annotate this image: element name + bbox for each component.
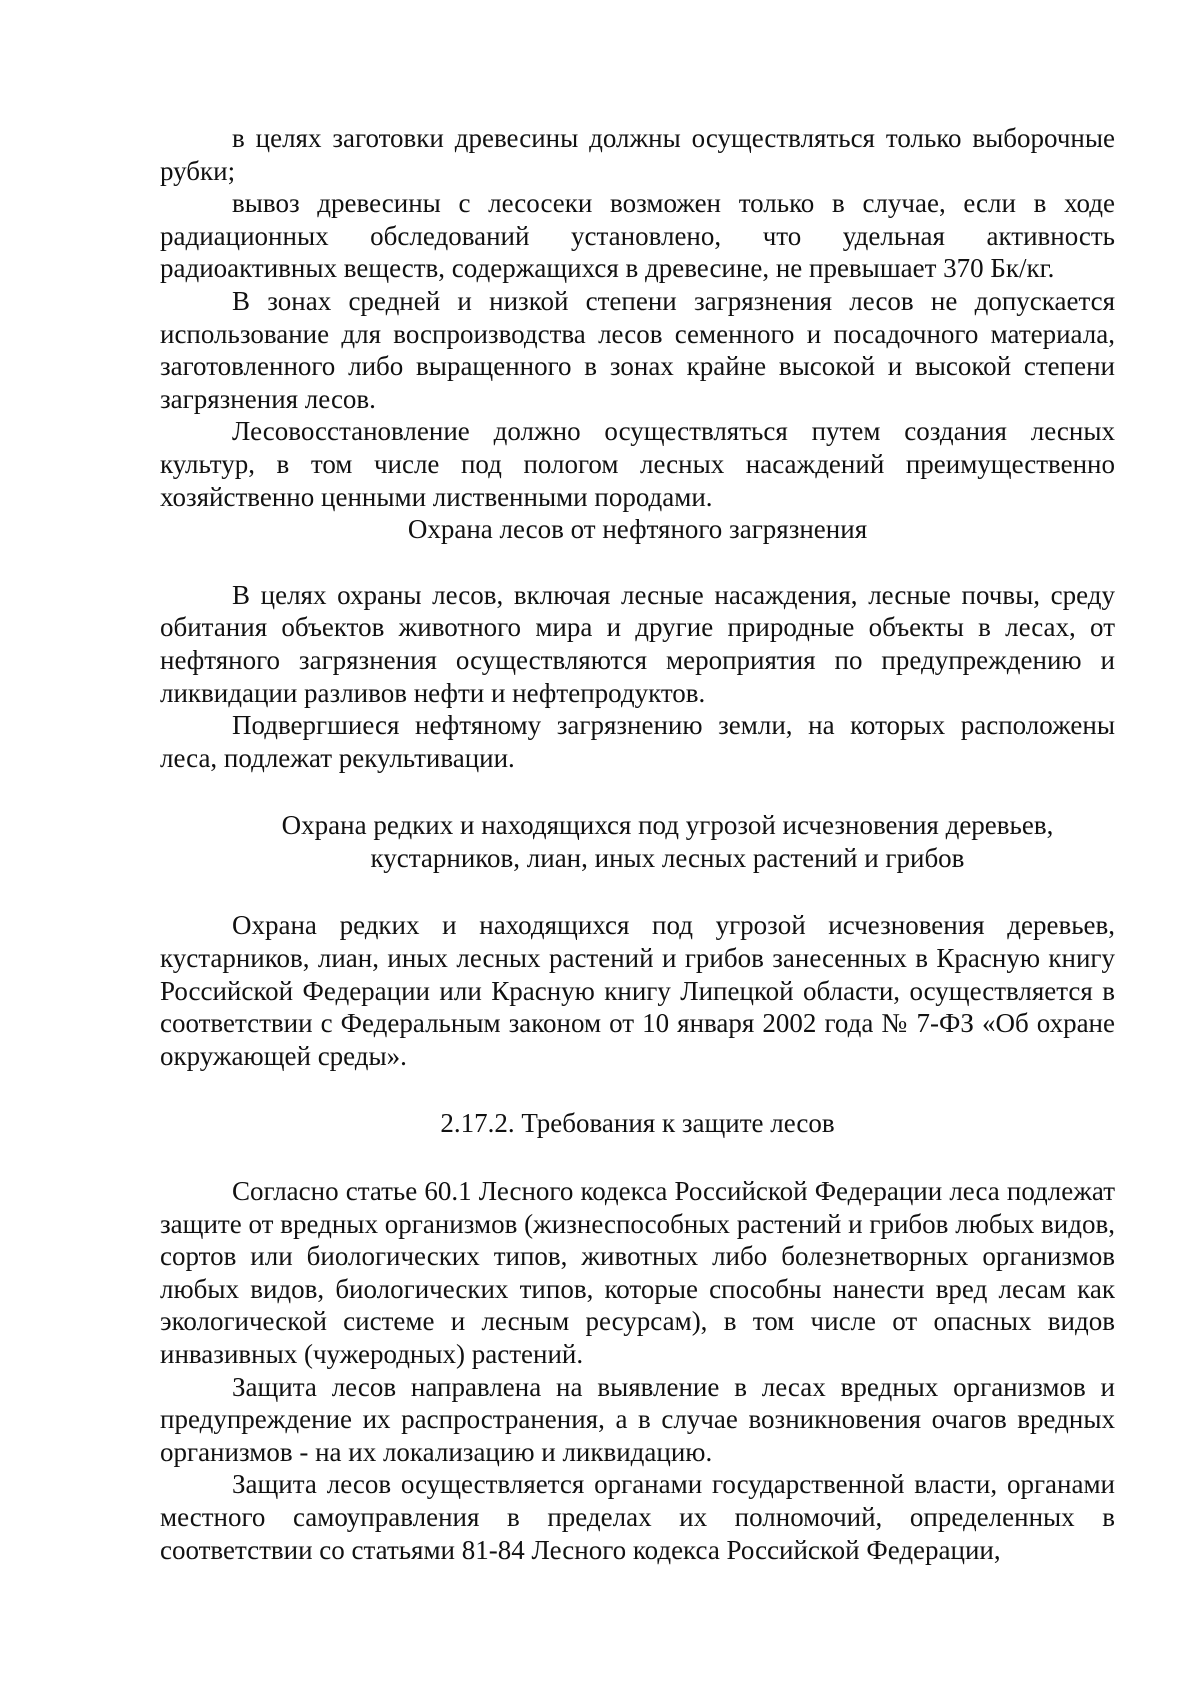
spacer (160, 1072, 1115, 1107)
spacer (160, 546, 1115, 579)
paragraph-selective-logging: в целях заготовки древесины должны осуществляться только выборочные рубки; (160, 123, 1115, 186)
spacer (160, 1140, 1115, 1175)
paragraph-contamination-zones: В зонах средней и низкой степени загрязнения лесов не допускается использование для воспроизводства лесов семенного и посадочного материала, заготовленного либо выращенного в зонах крайне высокой и высокой степени загрязнения лесов. (160, 285, 1115, 414)
heading-oil-pollution: Охрана лесов от нефтяного загрязнения (407, 514, 868, 545)
paragraph-timber-removal: вывоз древесины с лесосеки возможен только в случае, если в ходе радиационных обследований установлено, что удельная активность радиоактивных веществ, содержащихся в древесине, не превышает 370 Бк/кг. (160, 188, 1115, 284)
heading-rare-species (160, 809, 1115, 874)
paragraph-authorities: Защита лесов осуществляется органами государственной власти, органами местного самоуправления в пределах их полномочий, определенных в соответствии со статьями 81-84 Лесного кодекса Российской Федерации, (160, 1469, 1115, 1565)
paragraph-recultivation: Подвергшиеся нефтяному загрязнению земли, на которых расположены леса, подлежат рекультивации. (160, 710, 1115, 773)
heading-rare-species-line-2: кустарников, лиан, иных лесных растений и грибов (370, 842, 965, 873)
heading-rare-species-line-1: Охрана редких и находящихся под угрозой исчезновения деревьев, (281, 810, 1054, 841)
heading-forest-protection-requirements: 2.17.2. Требования к защите лесов (440, 1108, 835, 1139)
paragraph-oil-protection: В целях охраны лесов, включая лесные насаждения, лесные почвы, среду обитания объектов животного мира и другие природные объекты в лесах, от нефтяного загрязнения осуществляются мероприятия по предупреждению и ликвидации разливов нефти и нефтепродуктов. (160, 579, 1115, 708)
spacer (160, 774, 1115, 809)
paragraph-article-60-1: Согласно статье 60.1 Лесного кодекса Российской Федерации леса подлежат защите от вредных организмов (жизнеспособных растений и грибов любых видов, сортов или биологических типов, животных либо болезнетворных организмов любых видов, биологических типов, которые способны нанести вред лесам как экологической системе и лесным ресурсам), в том числе от опасных видов инвазивных (чужеродных) растений. (160, 1176, 1115, 1369)
paragraph-protection-goals: Защита лесов направлена на выявление в лесах вредных организмов и предупреждение их распространения, а в случае возникновения очагов вредных организмов - на их локализацию и ликвидацию. (160, 1371, 1115, 1467)
paragraph-red-book: Охрана редких и находящихся под угрозой исчезновения деревьев, кустарников, лиан, иных лесных растений и грибов занесенных в Красную книгу Российской Федерации или Красную книгу Липецкой области, осуществляется в соответствии с Федеральным законом от 10 января 2002 года № 7-ФЗ «Об охране окружающей среды». (160, 910, 1115, 1071)
spacer (160, 874, 1115, 909)
document-page (160, 122, 1115, 1566)
paragraph-reforestation: Лесовосстановление должно осуществляться путем создания лесных культур, в том числе под пологом лесных насаждений преимущественно хозяйственно ценными лиственными породами. (160, 416, 1115, 512)
